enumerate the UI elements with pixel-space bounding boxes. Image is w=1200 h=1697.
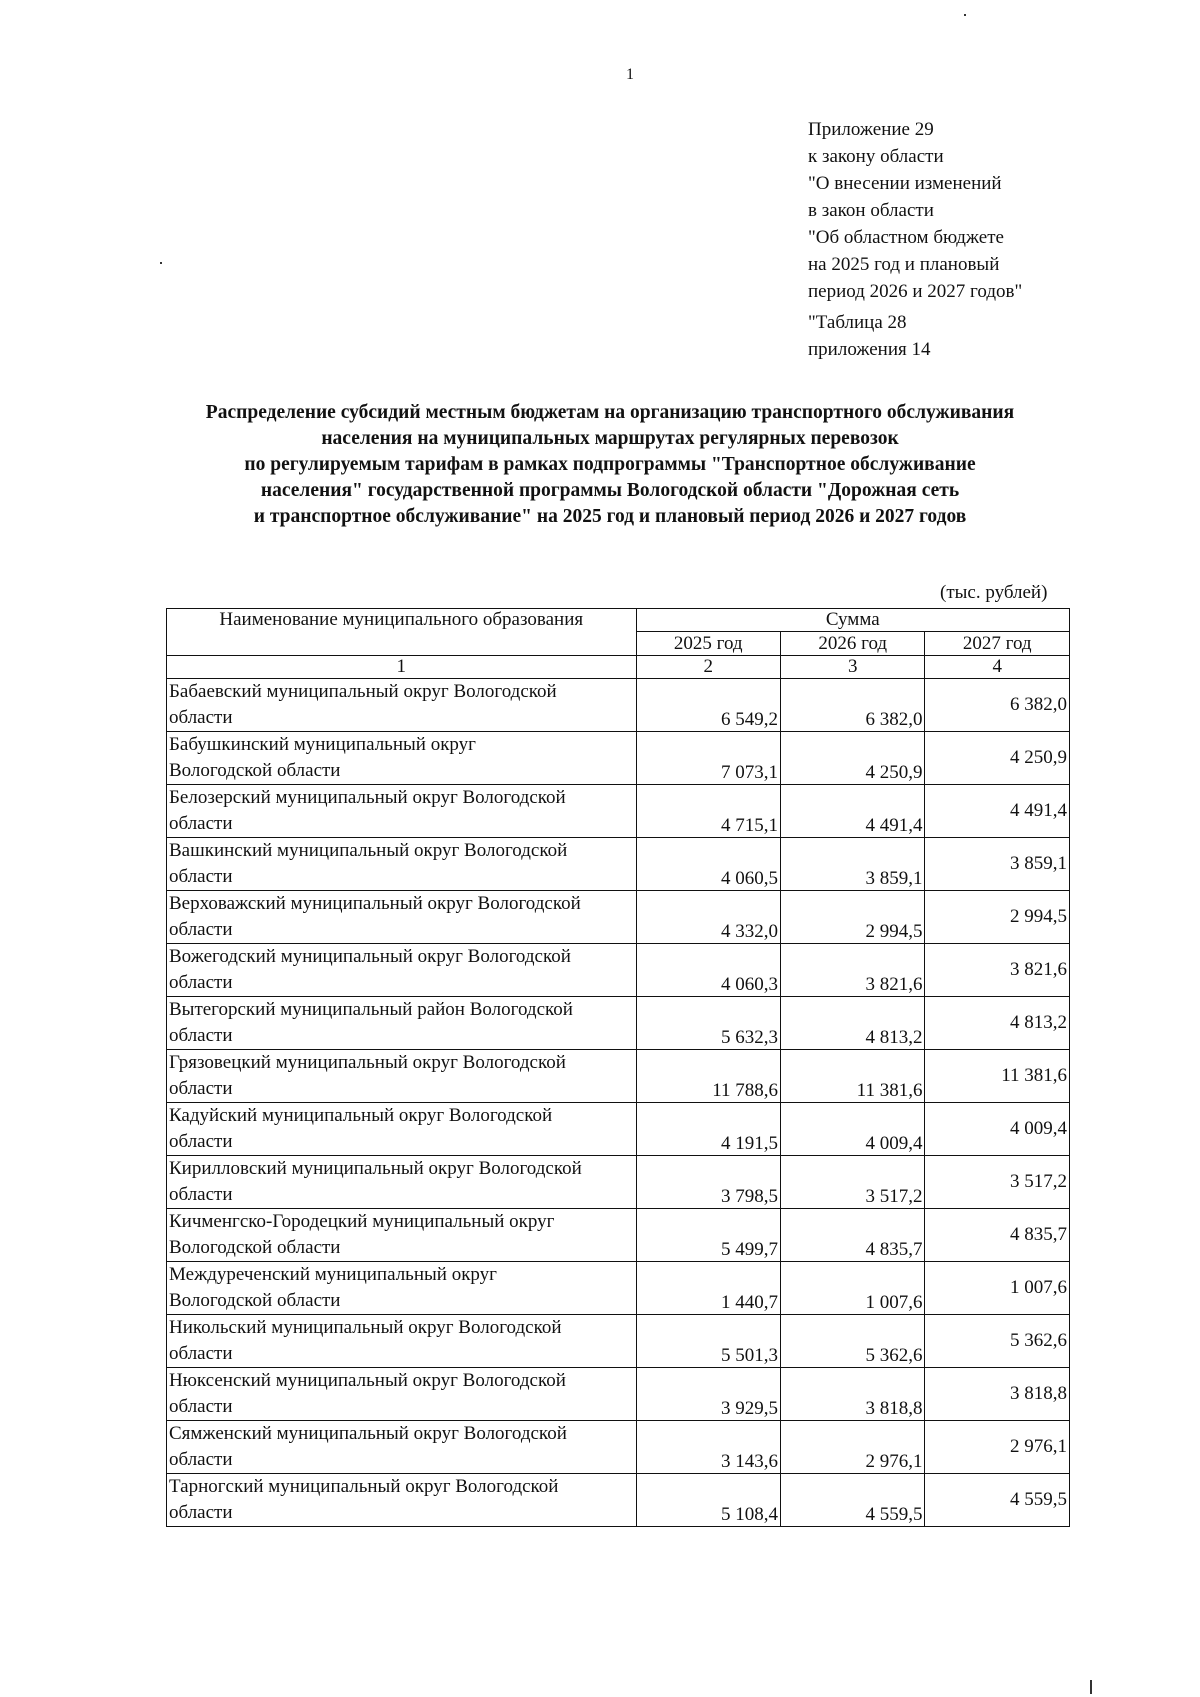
municipality-name-line: Вологодской области bbox=[169, 1237, 341, 1258]
table-row bbox=[167, 1368, 1070, 1421]
scan-speck bbox=[1090, 1680, 1092, 1694]
value-2025: 4 715,1 bbox=[636, 785, 780, 838]
value-2025: 1 440,7 bbox=[636, 1262, 780, 1315]
municipality-name bbox=[167, 1209, 637, 1262]
appendix-line: Приложение 29 bbox=[808, 119, 934, 140]
municipality-name bbox=[167, 785, 637, 838]
value-2025: 6 549,2 bbox=[636, 679, 780, 732]
municipality-name bbox=[167, 1315, 637, 1368]
municipality-name-line: области bbox=[169, 1025, 233, 1046]
value-2026: 3 818,8 bbox=[781, 1368, 925, 1421]
value-2027: 3 818,8 bbox=[925, 1368, 1070, 1421]
municipality-name bbox=[167, 891, 637, 944]
title-line: населения" государственной программы Вологодской области "Дорожная сеть bbox=[260, 480, 960, 501]
municipality-name-line: Вашкинский муниципальный округ Вологодской bbox=[169, 840, 568, 861]
municipality-name-line: Белозерский муниципальный округ Вологодской bbox=[169, 787, 566, 808]
appendix-line: "О внесении изменений bbox=[808, 173, 1002, 194]
value-2025: 3 929,5 bbox=[636, 1368, 780, 1421]
value-2026: 11 381,6 bbox=[781, 1050, 925, 1103]
value-2027: 3 517,2 bbox=[925, 1156, 1070, 1209]
municipality-name-line: области bbox=[169, 1078, 233, 1099]
table-row bbox=[167, 944, 1070, 997]
value-2026: 2 994,5 bbox=[781, 891, 925, 944]
value-2027: 4 813,2 bbox=[925, 997, 1070, 1050]
value-2027: 11 381,6 bbox=[925, 1050, 1070, 1103]
municipality-name-line: Вожегодский муниципальный округ Вологодской bbox=[169, 946, 571, 967]
value-2026: 2 976,1 bbox=[781, 1421, 925, 1474]
municipality-name-line: Грязовецкий муниципальный округ Вологодской bbox=[169, 1052, 566, 1073]
municipality-name-line: области bbox=[169, 707, 233, 728]
value-2025: 4 060,3 bbox=[636, 944, 780, 997]
value-2025: 5 108,4 bbox=[636, 1474, 780, 1527]
municipality-name bbox=[167, 1421, 637, 1474]
municipality-name-line: области bbox=[169, 1396, 233, 1417]
table-row bbox=[167, 891, 1070, 944]
page-number: 1 bbox=[626, 66, 634, 83]
appendix-block bbox=[808, 116, 1022, 363]
value-2026: 4 835,7 bbox=[781, 1209, 925, 1262]
municipality-name-line: Никольский муниципальный округ Вологодской bbox=[169, 1317, 562, 1338]
appendix-line: к закону области bbox=[808, 146, 944, 167]
municipality-name-line: Кичменгско-Городецкий муниципальный округ bbox=[169, 1211, 555, 1232]
municipality-name-line: Бабушкинский муниципальный округ bbox=[169, 734, 476, 755]
municipality-column-header: Наименование муниципального образования bbox=[167, 609, 637, 656]
value-2026: 3 859,1 bbox=[781, 838, 925, 891]
municipality-name-line: Вологодской области bbox=[169, 1290, 341, 1311]
value-2026: 4 250,9 bbox=[781, 732, 925, 785]
sum-column-header: Сумма bbox=[636, 609, 1069, 632]
value-2027: 1 007,6 bbox=[925, 1262, 1070, 1315]
table-row bbox=[167, 679, 1070, 732]
appendix-line: в закон области bbox=[808, 200, 934, 221]
municipality-name bbox=[167, 679, 637, 732]
title-line: и транспортное обслуживание" на 2025 год и плановый период 2026 и 2027 годов bbox=[253, 506, 967, 527]
year-header-2026: 2026 год bbox=[781, 632, 925, 656]
table-row bbox=[167, 1474, 1070, 1527]
year-header-2025: 2025 год bbox=[636, 632, 780, 656]
title-line: по регулируемым тарифам в рамках подпрограммы "Транспортное обслуживание bbox=[244, 454, 976, 475]
value-2025: 5 499,7 bbox=[636, 1209, 780, 1262]
municipality-name-line: Нюксенский муниципальный округ Вологодской bbox=[169, 1370, 566, 1391]
value-2025: 4 060,5 bbox=[636, 838, 780, 891]
scan-speck bbox=[964, 14, 966, 16]
value-2025: 4 332,0 bbox=[636, 891, 780, 944]
table-row bbox=[167, 1050, 1070, 1103]
value-2027: 4 491,4 bbox=[925, 785, 1070, 838]
title-line: населения на муниципальных маршрутах регулярных перевозок bbox=[321, 428, 899, 449]
municipality-name bbox=[167, 944, 637, 997]
subsidy-table bbox=[166, 608, 1070, 1527]
municipality-name-line: области bbox=[169, 813, 233, 834]
table-row bbox=[167, 1262, 1070, 1315]
municipality-name-line: Тарногский муниципальный округ Вологодской bbox=[169, 1476, 559, 1497]
table-reference: "Таблица 28 bbox=[808, 312, 907, 333]
municipality-name bbox=[167, 1050, 637, 1103]
municipality-name bbox=[167, 838, 637, 891]
municipality-name-line: области bbox=[169, 1449, 233, 1470]
municipality-name-line: области bbox=[169, 1184, 233, 1205]
value-2027: 2 994,5 bbox=[925, 891, 1070, 944]
municipality-name bbox=[167, 1156, 637, 1209]
value-2026: 4 813,2 bbox=[781, 997, 925, 1050]
title-line: Распределение субсидий местным бюджетам на организацию транспортного обслуживания bbox=[205, 402, 1015, 423]
value-2026: 1 007,6 bbox=[781, 1262, 925, 1315]
municipality-name bbox=[167, 1262, 637, 1315]
municipality-name-line: Вытегорский муниципальный район Вологодской bbox=[169, 999, 573, 1020]
value-2025: 5 501,3 bbox=[636, 1315, 780, 1368]
value-2027: 4 835,7 bbox=[925, 1209, 1070, 1262]
value-2027: 6 382,0 bbox=[925, 679, 1070, 732]
municipality-name-line: Сямженский муниципальный округ Вологодской bbox=[169, 1423, 567, 1444]
municipality-name-line: Верховажский муниципальный округ Вологодской bbox=[169, 893, 581, 914]
table-row bbox=[167, 785, 1070, 838]
scan-speck bbox=[160, 262, 162, 264]
year-header-2027: 2027 год bbox=[925, 632, 1070, 656]
units-label: (тыс. рублей) bbox=[940, 582, 1048, 603]
municipality-name-line: области bbox=[169, 972, 233, 993]
column-number: 1 bbox=[167, 656, 637, 679]
appendix-line: период 2026 и 2027 годов" bbox=[808, 281, 1023, 302]
table-row bbox=[167, 1156, 1070, 1209]
municipality-name-line: области bbox=[169, 1502, 233, 1523]
table-row bbox=[167, 732, 1070, 785]
value-2027: 3 859,1 bbox=[925, 838, 1070, 891]
value-2027: 3 821,6 bbox=[925, 944, 1070, 997]
table-row bbox=[167, 1209, 1070, 1262]
value-2027: 4 009,4 bbox=[925, 1103, 1070, 1156]
municipality-name-line: Кадуйский муниципальный округ Вологодской bbox=[169, 1105, 553, 1126]
municipality-name bbox=[167, 1368, 637, 1421]
value-2027: 4 250,9 bbox=[925, 732, 1070, 785]
municipality-name-line: области bbox=[169, 866, 233, 887]
value-2025: 3 798,5 bbox=[636, 1156, 780, 1209]
value-2027: 5 362,6 bbox=[925, 1315, 1070, 1368]
municipality-name bbox=[167, 1103, 637, 1156]
municipality-name bbox=[167, 732, 637, 785]
municipality-name-line: Вологодской области bbox=[169, 760, 341, 781]
municipality-name bbox=[167, 1474, 637, 1527]
value-2025: 5 632,3 bbox=[636, 997, 780, 1050]
value-2027: 4 559,5 bbox=[925, 1474, 1070, 1527]
table-reference: приложения 14 bbox=[808, 339, 931, 360]
municipality-name-line: области bbox=[169, 1131, 233, 1152]
value-2026: 5 362,6 bbox=[781, 1315, 925, 1368]
municipality-name-line: области bbox=[169, 919, 233, 940]
value-2026: 6 382,0 bbox=[781, 679, 925, 732]
table-row bbox=[167, 997, 1070, 1050]
value-2026: 4 009,4 bbox=[781, 1103, 925, 1156]
table-row bbox=[167, 838, 1070, 891]
municipality-name-line: Кирилловский муниципальный округ Вологодской bbox=[169, 1158, 582, 1179]
value-2025: 3 143,6 bbox=[636, 1421, 780, 1474]
column-number: 4 bbox=[925, 656, 1070, 679]
column-number: 3 bbox=[781, 656, 925, 679]
document-title bbox=[150, 400, 1070, 530]
table-row bbox=[167, 1421, 1070, 1474]
municipality-name bbox=[167, 997, 637, 1050]
value-2025: 7 073,1 bbox=[636, 732, 780, 785]
value-2025: 4 191,5 bbox=[636, 1103, 780, 1156]
value-2026: 4 559,5 bbox=[781, 1474, 925, 1527]
table-row bbox=[167, 1315, 1070, 1368]
value-2026: 3 821,6 bbox=[781, 944, 925, 997]
appendix-line: на 2025 год и плановый bbox=[808, 254, 1000, 275]
municipality-name-line: области bbox=[169, 1343, 233, 1364]
value-2027: 2 976,1 bbox=[925, 1421, 1070, 1474]
appendix-line: "Об областном бюджете bbox=[808, 227, 1004, 248]
value-2025: 11 788,6 bbox=[636, 1050, 780, 1103]
column-number: 2 bbox=[636, 656, 780, 679]
value-2026: 3 517,2 bbox=[781, 1156, 925, 1209]
table-row bbox=[167, 1103, 1070, 1156]
municipality-name-line: Междуреченский муниципальный округ bbox=[169, 1264, 497, 1285]
value-2026: 4 491,4 bbox=[781, 785, 925, 838]
municipality-name-line: Бабаевский муниципальный округ Вологодской bbox=[169, 681, 557, 702]
